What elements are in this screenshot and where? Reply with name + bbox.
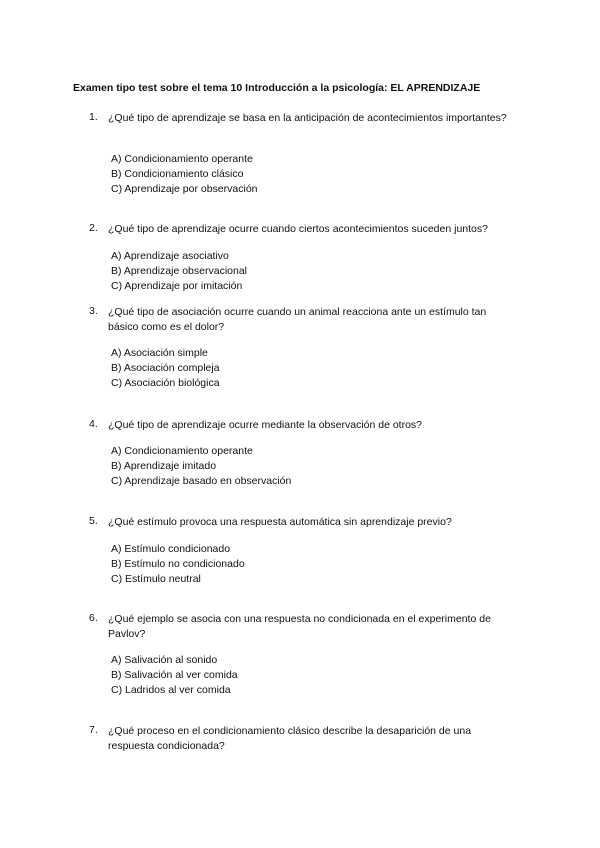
option-c: C) Aprendizaje basado en observación — [111, 475, 292, 487]
option-a: A) Condicionamiento operante — [111, 445, 253, 457]
question-text: ¿Qué tipo de asociación ocurre cuando un animal reacciona ante un estímulo tan básico como es el dolor? — [108, 306, 487, 333]
option-a: A) Estímulo condicionado — [111, 543, 231, 555]
option-b: B) Estímulo no condicionado — [111, 558, 245, 570]
question-number: 1. — [89, 111, 98, 123]
question-number: 4. — [89, 418, 98, 430]
question-number: 2. — [89, 222, 98, 234]
question-number: 6. — [89, 612, 98, 624]
options-list — [111, 444, 291, 489]
question-text: ¿Qué proceso en el condicionamiento clásico describe la desaparición de una respuesta condicionada? — [108, 725, 472, 752]
option-c: C) Ladridos al ver comida — [111, 684, 231, 696]
option-b: B) Aprendizaje observacional — [111, 265, 247, 277]
options-list — [111, 653, 238, 698]
question-number: 5. — [89, 515, 98, 527]
option-b: B) Condicionamiento clásico — [111, 168, 244, 180]
page-title: Examen tipo test sobre el tema 10 Introducción a la psicología: EL APRENDIZAJE — [73, 82, 481, 94]
options-list — [111, 542, 245, 587]
question-text: ¿Qué ejemplo se asocia con una respuesta no condicionada en el experimento de Pavlov? — [108, 613, 491, 640]
option-b: B) Salivación al ver comida — [111, 669, 238, 681]
question-text: ¿Qué estímulo provoca una respuesta automática sin aprendizaje previo? — [108, 516, 452, 528]
option-c: C) Aprendizaje por imitación — [111, 280, 243, 292]
option-c: C) Estímulo neutral — [111, 573, 201, 585]
option-c: C) Asociación biológica — [111, 377, 220, 389]
options-list — [111, 152, 258, 197]
options-list — [111, 346, 220, 391]
option-a: A) Aprendizaje asociativo — [111, 250, 229, 262]
option-b: B) Asociación compleja — [111, 362, 220, 374]
question-text: ¿Qué tipo de aprendizaje se basa en la anticipación de acontecimientos importantes? — [108, 112, 507, 124]
option-a: A) Condicionamiento operante — [111, 153, 253, 165]
question-number: 3. — [89, 305, 98, 317]
question-number: 7. — [89, 724, 98, 736]
option-c: C) Aprendizaje por observación — [111, 183, 258, 195]
question-text: ¿Qué tipo de aprendizaje ocurre cuando ciertos acontecimientos suceden juntos? — [108, 223, 488, 235]
option-b: B) Aprendizaje imitado — [111, 460, 217, 472]
option-a: A) Asociación simple — [111, 347, 208, 359]
option-a: A) Salivación al sonido — [111, 654, 218, 666]
question-text: ¿Qué tipo de aprendizaje ocurre mediante la observación de otros? — [108, 419, 423, 431]
options-list — [111, 249, 247, 294]
